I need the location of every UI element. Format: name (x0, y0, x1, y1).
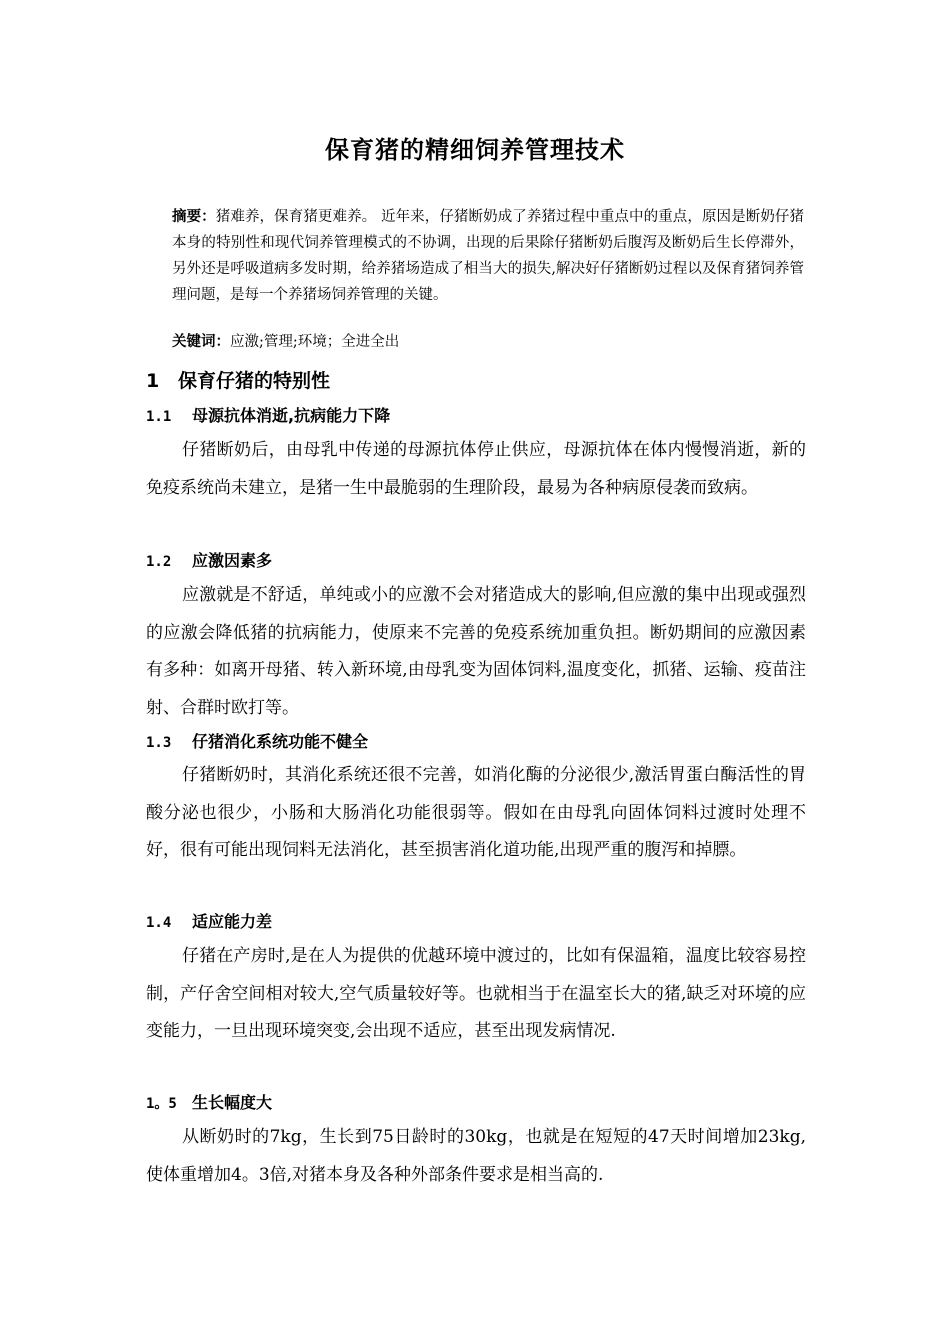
section-1-heading (146, 366, 330, 396)
subsection-1-4-paragraph: 仔猪在产房时,是在人为提供的优越环境中渡过的，比如有保温箱，温度比较容易控制，产仔舍空间相对较大,空气质量较好等。也就相当于在温室长大的猪,缺乏对环境的应变能力，一旦出现环境突变,会出现不适应，甚至出现发病情况. (146, 946, 806, 1041)
keywords-label: 关键词： (172, 334, 230, 350)
subsection-1-5-paragraph: 从断奶时的7kg，生长到75日龄时的30kg，也就是在短短的47天时间增加23kg,使体重增加4。3倍,对猪本身及各种外部条件要求是相当高的. (146, 1127, 806, 1185)
subsection-title: 生长幅度大 (192, 1093, 273, 1112)
subsection-title: 仔猪消化系统功能不健全 (192, 732, 369, 751)
subsection-1-2-paragraph: 应激就是不舒适，单纯或小的应激不会对猪造成大的影响,但应激的集中出现或强烈的应激会降低猪的抗病能力，使原来不完善的免疫系统加重负担。断奶期间的应激因素有多种：如离开母猪、转入新环境,由母乳变为固体饲料,温度变化，抓猪、运输、疫苗注射、合群时欧打等。 (146, 585, 806, 718)
subsection-1-3-heading (146, 729, 368, 756)
subsection-1-4-heading (146, 909, 272, 936)
document-title: 保育猪的精细饲养管理技术 (325, 136, 625, 164)
subsection-title: 适应能力差 (192, 912, 273, 931)
subsection-1-1-heading (146, 403, 390, 430)
subsection-number: 1.2 (146, 554, 172, 570)
subsection-1-3-paragraph: 仔猪断奶时，其消化系统还很不完善，如消化酶的分泌很少,激活胃蛋白酶活性的胃酸分泌也很少，小肠和大肠消化功能很弱等。假如在由母乳向固体饲料过渡时处理不好，很有可能出现饲料无法消化，甚至损害消化道功能,出现严重的腹泻和掉膘。 (146, 765, 806, 860)
subsection-1-2-heading (146, 548, 272, 575)
section-1-number: 1 (146, 370, 160, 392)
abstract (172, 204, 804, 308)
subsection-number: 1.4 (146, 915, 172, 931)
subsection-title: 应激因素多 (192, 551, 273, 570)
section-1-title: 保育仔猪的特别性 (178, 370, 331, 392)
subsection-title: 母源抗体消逝,抗病能力下降 (192, 406, 391, 425)
subsection-1-5-heading (146, 1090, 272, 1117)
subsection-number: 1.1 (146, 409, 172, 425)
subsection-1-1-paragraph: 仔猪断奶后，由母乳中传递的母源抗体停止供应，母源抗体在体内慢慢消逝，新的免疫系统尚未建立，是猪一生中最脆弱的生理阶段，最易为各种病原侵袭而致病。 (146, 440, 806, 498)
subsection-number: 1。5 (146, 1096, 177, 1112)
abstract-label: 摘要： (172, 209, 216, 225)
keywords (172, 329, 804, 355)
keywords-text: 应激;管理;环境；全进全出 (230, 334, 400, 350)
abstract-text: 猪难养，保育猪更难养。 近年来，仔猪断奶成了养猪过程中重点中的重点，原因是断奶仔猪本身的特别性和现代饲养管理模式的不协调，出现的后果除仔猪断奶后腹泻及断奶后生长停滞外，另外还是呼吸道病多发时期，给养猪场造成了相当大的损失,解决好仔猪断奶过程以及保育猪饲养管理问题，是每一个养猪场饲养管理的关键。 (172, 209, 805, 303)
subsection-number: 1.3 (146, 735, 172, 751)
